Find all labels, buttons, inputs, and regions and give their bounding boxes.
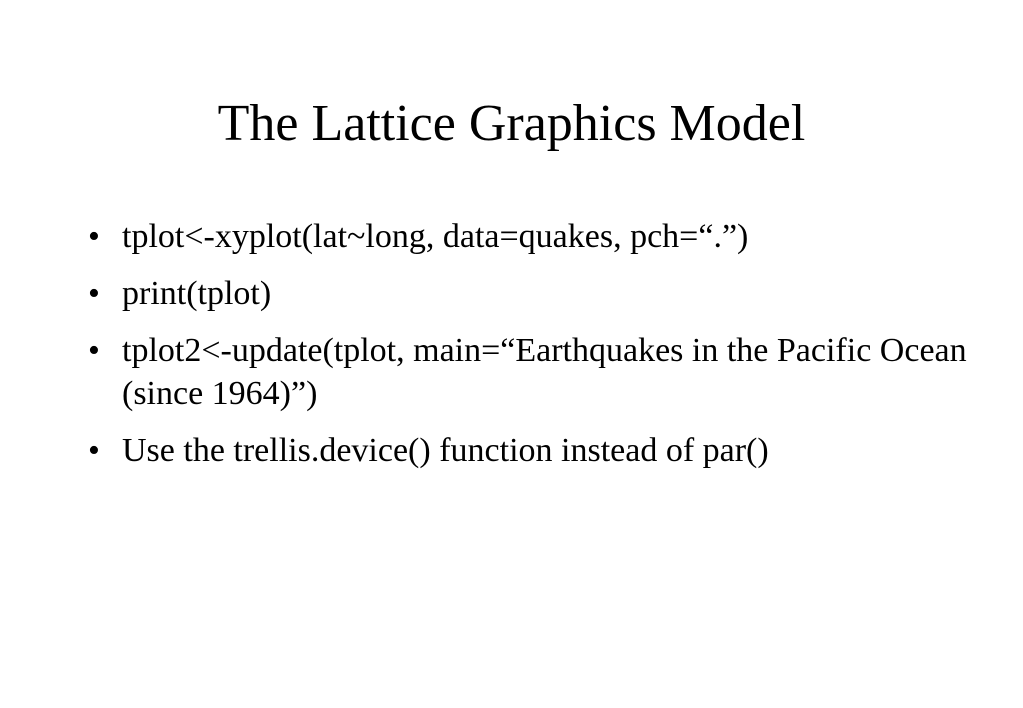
bullet-item-2 [88, 272, 968, 315]
bullet-item-3 [88, 329, 968, 415]
bullet-item-1 [88, 215, 968, 258]
slide-title: The Lattice Graphics Model [217, 95, 806, 152]
bullet-text: Use the trellis.device() function instead of par() [122, 432, 769, 469]
bullet-text: print(tplot) [122, 275, 272, 312]
bullet-icon: • [88, 332, 100, 369]
bullet-item-4 [88, 429, 968, 472]
bullet-text: tplot<-xyplot(lat~long, data=quakes, pch=“.”) [122, 218, 749, 255]
bullet-icon: • [88, 432, 100, 469]
bullet-icon: • [88, 275, 100, 312]
bullet-icon: • [88, 218, 100, 255]
bullet-text: tplot2<-update(tplot, main=“Earthquakes in the Pacific Ocean (since 1964)”) [122, 332, 967, 412]
bullet-list [88, 215, 968, 486]
